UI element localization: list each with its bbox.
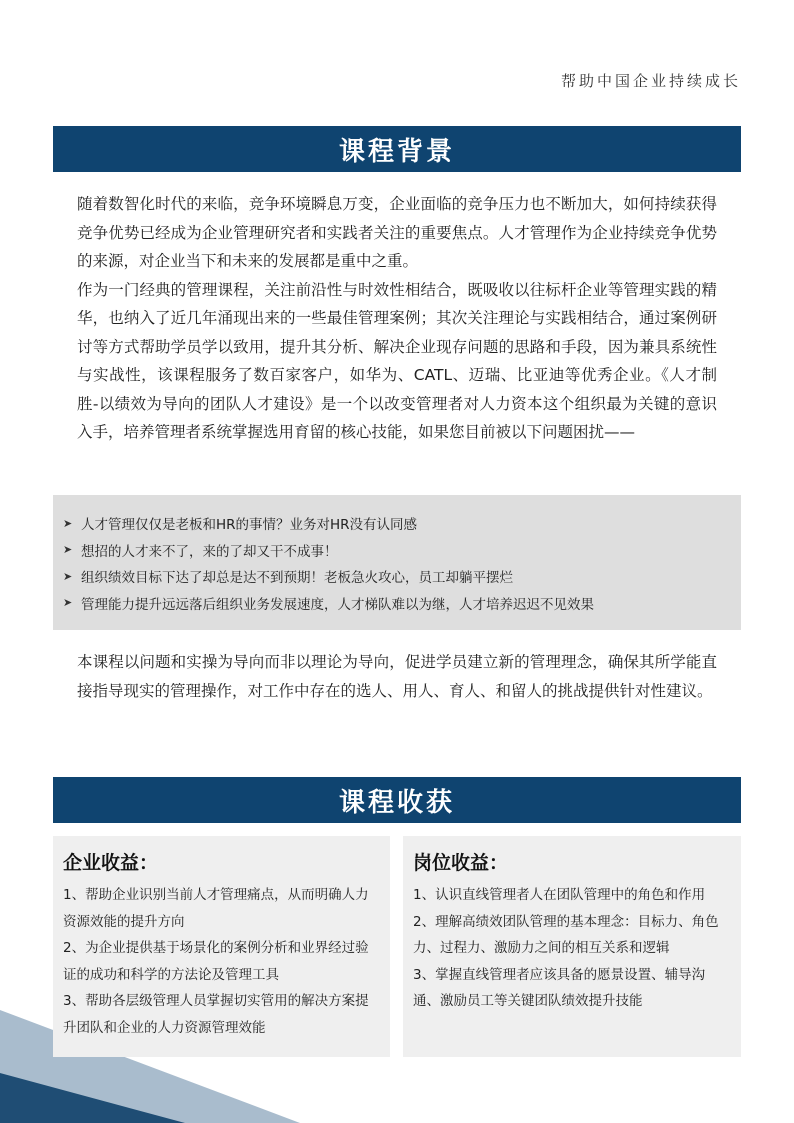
card-title: 企业收益： — [63, 852, 159, 874]
list-item — [63, 537, 741, 564]
header-tagline: 帮助中国企业持续成长 — [560, 72, 741, 90]
section-title-background: 课程背景 — [53, 126, 741, 172]
card-title: 岗位收益： — [413, 852, 509, 874]
problem-text: 人才管理仅仅是老板和HR的事情？业务对HR没有认同感 — [81, 517, 418, 534]
background-paragraphs — [77, 190, 717, 447]
problem-text: 组织绩效目标下达了却总是达不到预期！老板急火攻心，员工却躺平摆烂 — [81, 570, 513, 587]
list-item — [63, 563, 741, 590]
list-item: 2、理解高绩效团队管理的基本理念：目标力、角色力、过程力、激励力之间的相互关系和逻辑 — [413, 913, 719, 956]
arrow-bullet-icon: ➤ — [63, 516, 73, 530]
summary-paragraph-block — [77, 648, 717, 705]
list-item: 3、帮助各层级管理人员掌握切实管用的解决方案提升团队和企业的人力资源管理效能 — [63, 993, 369, 1036]
position-benefits-card — [403, 836, 741, 1057]
list-item — [63, 590, 741, 617]
arrow-bullet-icon: ➤ — [63, 543, 73, 557]
arrow-bullet-icon: ➤ — [63, 596, 73, 610]
list-item: 1、帮助企业识别当前人才管理痛点，从而明确人力资源效能的提升方向 — [63, 887, 369, 930]
section-title-gains: 课程收获 — [53, 777, 741, 823]
list-item: 2、为企业提供基于场景化的案例分析和业界经过验证的成功和科学的方法论及管理工具 — [63, 940, 369, 983]
list-item: 1、认识直线管理者人在团队管理中的角色和作用 — [413, 887, 706, 903]
list-item — [63, 510, 741, 537]
problem-text: 想招的人才来不了，来的了却又干不成事！ — [81, 543, 338, 560]
list-item: 3、掌握直线管理者应该具备的愿景设置、辅导沟通、激励员工等关键团队绩效提升技能 — [413, 966, 706, 1009]
arrow-bullet-icon: ➤ — [63, 569, 73, 583]
problem-text: 管理能力提升远远落后组织业务发展速度，人才梯队难以为继，人才培养迟迟不见效果 — [81, 596, 594, 613]
summary-paragraph: 本课程以问题和实操为导向而非以理论为导向，促进学员建立新的管理理念，确保其所学能直接指导现实的管理操作，对工作中存在的选人、用人、育人、和留人的挑战提供针对性建议。 — [77, 653, 717, 700]
enterprise-benefits-card — [53, 836, 390, 1057]
background-paragraph: 作为一门经典的管理课程，关注前沿性与时效性相结合，既吸收以往标杆企业等管理实践的精华，也纳入了近几年涌现出来的一些最佳管理案例；其次关注理论与实践相结合，通过案例研讨等方式帮助学员学以致用，提升其分析、解决企业现存问题的思路和手段，因为兼具系统性与实战性，该课程服务了数百家客户，如华为、CATL、迈瑞、比亚迪等优秀企业。《人才制胜-以绩效为导向的团队人才建设》是一个以改变管理者对人力资本这个组织最为关键的意识入手，培养管理者系统掌握选用育留的核心技能，如果您目前被以下问题困扰—— — [77, 280, 717, 441]
background-paragraph: 随着数智化时代的来临，竞争环境瞬息万变，企业面临的竞争压力也不断加大，如何持续获得竞争优势已经成为企业管理研究者和实践者关注的重要焦点。人才管理作为企业持续竞争优势的来源，对企业当下和未来的发展都是重中之重。 — [77, 195, 717, 270]
problem-list — [53, 495, 741, 630]
